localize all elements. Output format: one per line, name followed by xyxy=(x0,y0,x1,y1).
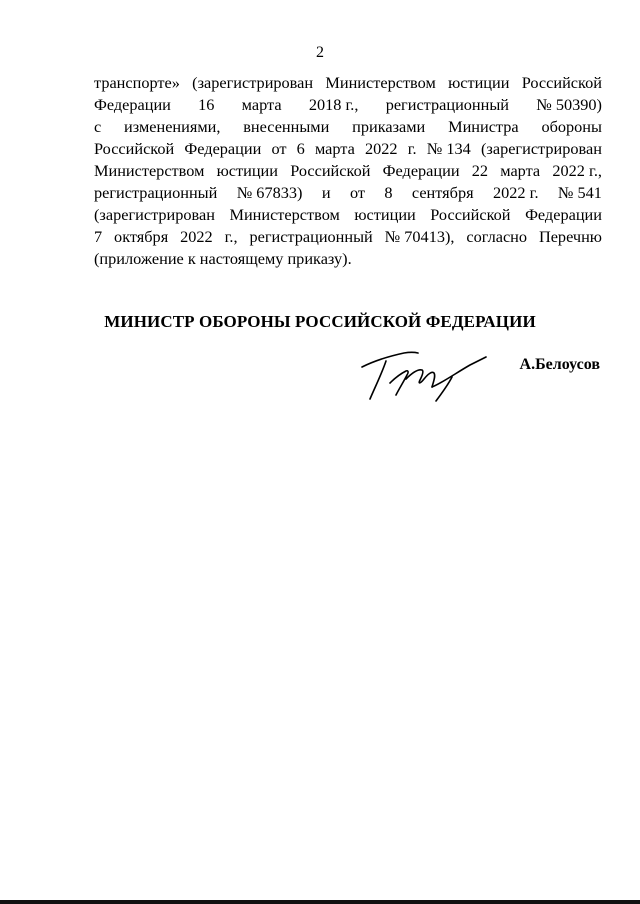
body-word: Федерации xyxy=(94,95,171,114)
body-word: 2022 xyxy=(180,227,213,246)
body-word: Российской xyxy=(521,73,602,92)
body-line xyxy=(94,204,602,226)
body-word: (зарегистрирован xyxy=(94,205,215,224)
body-paragraph xyxy=(94,72,602,270)
body-line xyxy=(94,226,602,248)
body-word: (зарегистрирован xyxy=(480,139,602,158)
body-line xyxy=(94,138,602,160)
body-word: изменениями, xyxy=(124,117,221,136)
body-word: № 67833) xyxy=(236,183,303,202)
body-word: 2022 г., xyxy=(552,161,602,180)
body-word: регистрационный xyxy=(94,183,218,202)
body-word: октября xyxy=(114,227,169,246)
body-word: 16 xyxy=(198,95,215,114)
body-word: с xyxy=(94,117,102,136)
body-word: регистрационный xyxy=(385,95,509,114)
body-line xyxy=(94,72,602,94)
body-line xyxy=(94,182,602,204)
body-word: приказами xyxy=(352,117,426,136)
signature xyxy=(352,343,502,405)
body-word: 2018 г., xyxy=(308,95,359,114)
body-word: № 541 xyxy=(557,183,602,202)
body-word: 2022 г. xyxy=(492,183,539,202)
justified-lines xyxy=(94,72,602,248)
body-word: Федерации xyxy=(525,205,602,224)
body-word: от xyxy=(271,139,287,158)
signatory-title: МИНИСТР ОБОРОНЫ РОССИЙСКОЙ ФЕДЕРАЦИИ xyxy=(104,312,536,331)
body-word: (зарегистрирован xyxy=(192,73,314,92)
body-line xyxy=(94,116,602,138)
body-word: марта xyxy=(500,161,541,180)
body-word: и xyxy=(321,183,331,202)
body-word: юстиции xyxy=(216,161,278,180)
body-word: Российской xyxy=(430,205,511,224)
body-word: № 50390) xyxy=(536,95,602,114)
body-word: 8 xyxy=(384,183,393,202)
body-word: 2022 xyxy=(365,139,398,158)
body-word: от xyxy=(349,183,365,202)
body-word: 6 xyxy=(296,139,305,158)
body-word: Перечню xyxy=(538,227,602,246)
body-word: Министерством xyxy=(325,73,436,92)
page-number: 2 xyxy=(316,44,324,61)
bottom-border xyxy=(0,900,640,904)
body-word: Министра xyxy=(448,117,519,136)
body-line xyxy=(94,160,602,182)
body-word: Министерством xyxy=(94,161,205,180)
body-word: г., xyxy=(224,227,238,246)
body-word: внесенными xyxy=(243,117,330,136)
body-word: № 70413), xyxy=(384,227,455,246)
body-word: транспорте» xyxy=(94,73,180,92)
signatory-name: А.Белоусов xyxy=(519,356,600,373)
body-word: юстиции xyxy=(354,205,416,224)
body-word: № 134 xyxy=(426,139,471,158)
body-word: Министерством xyxy=(229,205,340,224)
body-word: Федерации xyxy=(382,161,460,180)
body-word: юстиции xyxy=(448,73,510,92)
body-word: марта xyxy=(314,139,355,158)
body-last-line: (приложение к настоящему приказу). xyxy=(94,249,352,268)
body-word: регистрационный xyxy=(249,227,373,246)
body-word: Российской xyxy=(290,161,371,180)
body-word: обороны xyxy=(541,117,602,136)
body-word: г. xyxy=(407,139,417,158)
body-word: сентября xyxy=(411,183,474,202)
body-word: 7 xyxy=(94,227,103,246)
body-word: 22 xyxy=(471,161,489,180)
body-word: Федерации xyxy=(184,139,262,158)
body-line xyxy=(94,94,602,116)
body-word: Российской xyxy=(94,139,175,158)
body-word: согласно xyxy=(466,227,528,246)
body-word: марта xyxy=(241,95,282,114)
